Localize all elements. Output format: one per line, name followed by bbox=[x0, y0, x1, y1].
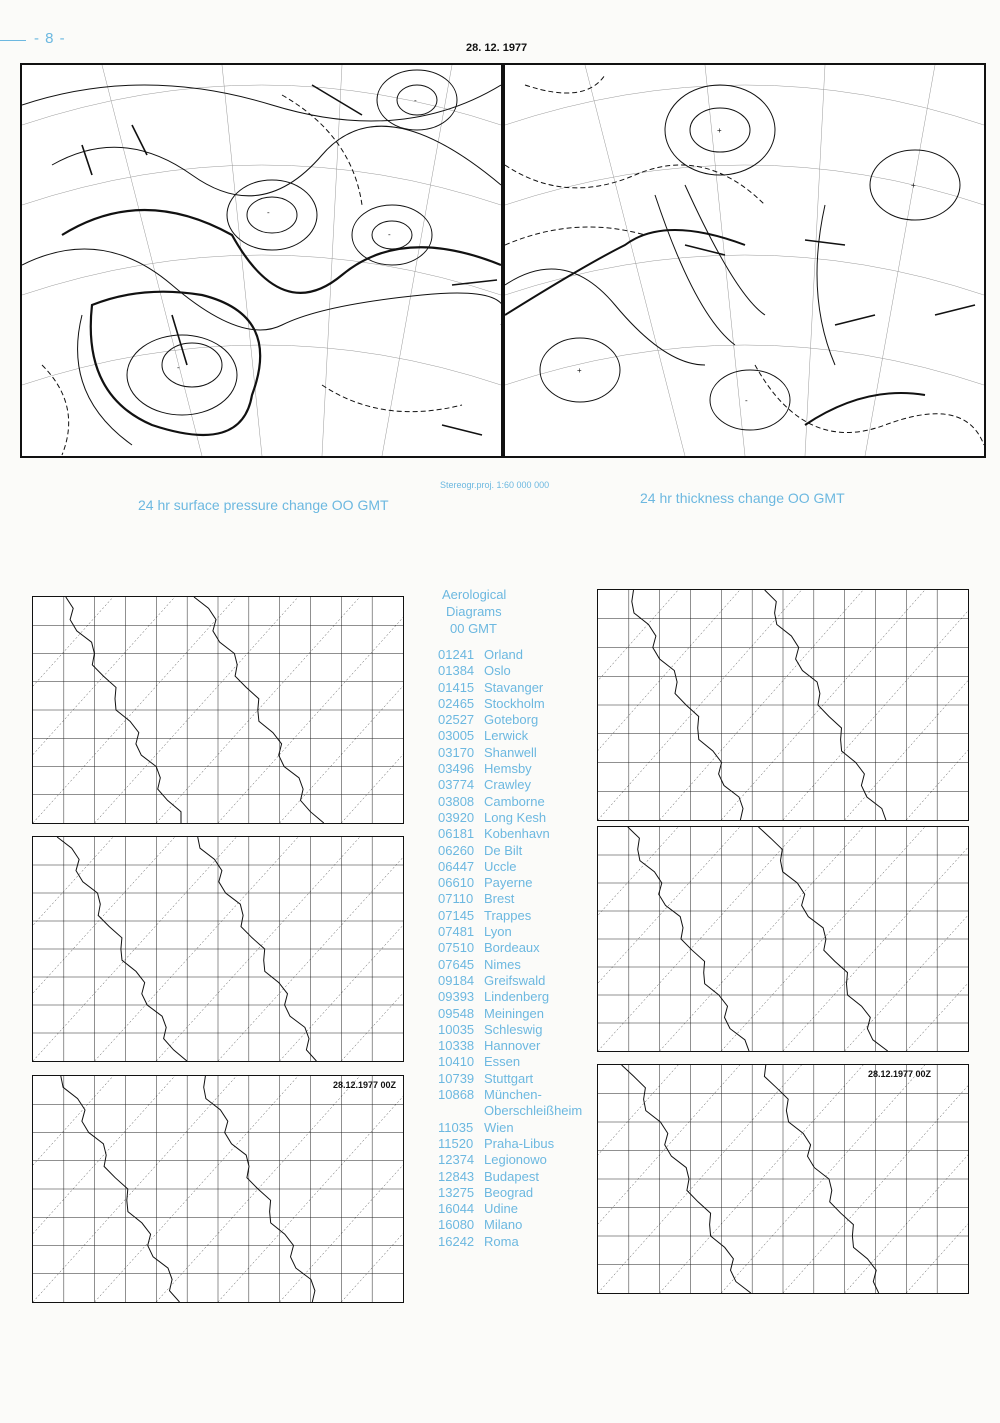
station-row bbox=[438, 957, 614, 973]
station-code: 07145 bbox=[438, 907, 475, 923]
station-row bbox=[438, 794, 614, 810]
station-name: Meiningen bbox=[484, 1005, 544, 1021]
station-legend bbox=[438, 586, 614, 1250]
station-row bbox=[438, 745, 614, 761]
station-code: 13275 bbox=[438, 1184, 475, 1200]
legend-title-line3: 00 GMT bbox=[450, 621, 497, 636]
station-name: Kobenhavn bbox=[484, 826, 550, 842]
station-code: 07645 bbox=[438, 956, 475, 972]
svg-text:-: - bbox=[267, 208, 270, 217]
station-code: 16242 bbox=[438, 1233, 475, 1249]
station-row bbox=[438, 940, 614, 956]
station-code: 01384 bbox=[438, 663, 475, 679]
station-name: Lyon bbox=[484, 924, 512, 940]
aerological-diagram-right-top bbox=[597, 589, 969, 821]
station-name: Payerne bbox=[484, 875, 533, 891]
station-name: Greifswald bbox=[484, 972, 546, 988]
aerological-diagram-right-middle bbox=[597, 826, 969, 1052]
surface-pressure-change-map bbox=[20, 63, 503, 458]
station-row bbox=[438, 1234, 614, 1250]
station-code: 10338 bbox=[438, 1038, 475, 1054]
station-row bbox=[438, 989, 614, 1005]
svg-text:-: - bbox=[388, 230, 391, 239]
station-row bbox=[438, 1201, 614, 1217]
station-row bbox=[438, 1152, 614, 1168]
sounding-grid bbox=[33, 837, 403, 1061]
diagram-date-stamp: 28.12.1977 00Z bbox=[868, 1069, 932, 1079]
svg-text:-: - bbox=[177, 363, 180, 372]
station-name: Oberschleißheim bbox=[484, 1103, 583, 1119]
station-code: 02465 bbox=[438, 695, 475, 711]
station-row bbox=[438, 1006, 614, 1022]
station-name: Bordeaux bbox=[484, 940, 540, 956]
pressure-map-drawing bbox=[22, 65, 501, 456]
station-row bbox=[438, 810, 614, 826]
svg-text:+: + bbox=[911, 181, 916, 190]
station-code: 06260 bbox=[438, 842, 475, 858]
svg-text:+: + bbox=[577, 366, 582, 375]
station-name: Camborne bbox=[484, 793, 545, 809]
svg-text:-: - bbox=[414, 96, 417, 105]
station-name: Legionowo bbox=[484, 1152, 547, 1168]
station-name: Oslo bbox=[484, 663, 511, 679]
station-code bbox=[438, 1103, 484, 1119]
station-name: Stockholm bbox=[484, 695, 545, 711]
thickness-change-map bbox=[503, 63, 986, 458]
station-row bbox=[438, 924, 614, 940]
station-row bbox=[438, 1120, 614, 1136]
station-row bbox=[438, 1087, 614, 1103]
station-name: Shanwell bbox=[484, 744, 537, 760]
station-name: Nimes bbox=[484, 956, 521, 972]
thickness-caption: 24 hr thickness change OO GMT bbox=[640, 490, 845, 506]
map-projection-note: Stereogr.proj. 1:60 000 000 bbox=[440, 480, 550, 490]
svg-text:+: + bbox=[717, 126, 722, 135]
station-code: 07510 bbox=[438, 940, 475, 956]
diagram-date-stamp: 28.12.1977 00Z bbox=[333, 1080, 397, 1090]
sounding-grid bbox=[33, 1076, 403, 1302]
sounding-grid bbox=[598, 1065, 968, 1293]
station-name: Long Kesh bbox=[484, 809, 547, 825]
station-code: 10410 bbox=[438, 1054, 475, 1070]
station-row bbox=[438, 973, 614, 989]
station-code: 10739 bbox=[438, 1070, 475, 1086]
station-row bbox=[438, 1054, 614, 1070]
station-name: München- bbox=[484, 1087, 542, 1103]
station-row bbox=[438, 843, 614, 859]
station-row bbox=[438, 859, 614, 875]
thickness-map-drawing bbox=[505, 65, 984, 456]
station-row bbox=[438, 826, 614, 842]
station-code: 12374 bbox=[438, 1152, 475, 1168]
station-name: Praha-Libus bbox=[484, 1135, 555, 1151]
aerological-diagram-right-bottom bbox=[597, 1064, 969, 1294]
station-name: Orland bbox=[484, 647, 524, 662]
surface-pressure-caption: 24 hr surface pressure change OO GMT bbox=[138, 497, 389, 513]
station-row bbox=[438, 1169, 614, 1185]
page-number: - 8 - bbox=[34, 30, 66, 47]
station-name: Schleswig bbox=[484, 1021, 543, 1037]
station-name: Lerwick bbox=[484, 728, 529, 744]
station-row bbox=[438, 1038, 614, 1054]
sounding-grid bbox=[33, 597, 403, 823]
station-code: 03920 bbox=[438, 809, 475, 825]
station-name: Lindenberg bbox=[484, 989, 550, 1005]
sounding-grid bbox=[598, 590, 968, 820]
station-code: 09548 bbox=[438, 1005, 475, 1021]
station-code: 16044 bbox=[438, 1201, 475, 1217]
station-name: Roma bbox=[484, 1233, 519, 1249]
station-row bbox=[438, 728, 614, 744]
station-code: 11520 bbox=[438, 1135, 474, 1151]
station-row bbox=[438, 1071, 614, 1087]
station-row bbox=[438, 647, 614, 663]
station-code: 07110 bbox=[438, 891, 474, 907]
station-row bbox=[438, 712, 614, 728]
station-name: Brest bbox=[484, 891, 515, 907]
station-row bbox=[438, 1022, 614, 1038]
aerological-diagram-left-middle bbox=[32, 836, 404, 1062]
aerological-diagram-left-top bbox=[32, 596, 404, 824]
sounding-grid bbox=[598, 827, 968, 1051]
station-code: 01415 bbox=[438, 679, 475, 695]
station-code: 03496 bbox=[438, 761, 475, 777]
station-list bbox=[438, 647, 614, 1250]
station-row bbox=[438, 777, 614, 793]
station-code: 06447 bbox=[438, 858, 475, 874]
station-code: 03170 bbox=[438, 744, 475, 760]
station-code: 09184 bbox=[438, 972, 475, 988]
station-name: Wien bbox=[484, 1119, 514, 1135]
station-name: Uccle bbox=[484, 858, 517, 874]
station-name: Budapest bbox=[484, 1168, 539, 1184]
station-name: Essen bbox=[484, 1054, 521, 1070]
station-code: 02527 bbox=[438, 712, 475, 728]
aerological-diagram-left-bottom bbox=[32, 1075, 404, 1303]
station-name: Udine bbox=[484, 1201, 518, 1217]
station-row bbox=[438, 1136, 614, 1152]
station-row bbox=[438, 680, 614, 696]
station-code: 10868 bbox=[438, 1087, 475, 1103]
station-name: Stuttgart bbox=[484, 1070, 534, 1086]
station-code: 16080 bbox=[438, 1217, 475, 1233]
station-code: 03774 bbox=[438, 777, 475, 793]
legend-title-line1: Aerological bbox=[442, 587, 507, 602]
page-date: 28. 12. 1977 bbox=[466, 42, 528, 54]
station-code: 03005 bbox=[438, 728, 475, 744]
station-name: Crawley bbox=[484, 777, 531, 793]
station-name: Milano bbox=[484, 1217, 523, 1233]
station-name: Stavanger bbox=[484, 679, 544, 695]
station-code: 06610 bbox=[438, 875, 475, 891]
station-code: 06181 bbox=[438, 826, 475, 842]
station-name: Goteborg bbox=[484, 712, 539, 728]
station-code: 07481 bbox=[438, 924, 475, 940]
station-row bbox=[438, 1103, 614, 1119]
station-row bbox=[438, 1185, 614, 1201]
svg-text:-: - bbox=[745, 396, 748, 405]
station-code: 12843 bbox=[438, 1168, 475, 1184]
station-row bbox=[438, 875, 614, 891]
station-row bbox=[438, 1217, 614, 1233]
station-name: Beograd bbox=[484, 1184, 534, 1200]
station-name: Hemsby bbox=[484, 761, 532, 777]
station-code: 01241 bbox=[438, 647, 475, 662]
page-rule bbox=[0, 40, 26, 41]
station-row bbox=[438, 696, 614, 712]
station-row bbox=[438, 663, 614, 679]
station-name: Hannover bbox=[484, 1038, 541, 1054]
station-code: 09393 bbox=[438, 989, 475, 1005]
station-row bbox=[438, 761, 614, 777]
station-row bbox=[438, 891, 614, 907]
station-code: 03808 bbox=[438, 793, 475, 809]
station-code: 10035 bbox=[438, 1021, 475, 1037]
station-name: De Bilt bbox=[484, 842, 523, 858]
station-code: 11035 bbox=[438, 1119, 474, 1135]
station-row bbox=[438, 908, 614, 924]
legend-title-line2: Diagrams bbox=[446, 604, 502, 619]
station-name: Trappes bbox=[484, 907, 532, 923]
